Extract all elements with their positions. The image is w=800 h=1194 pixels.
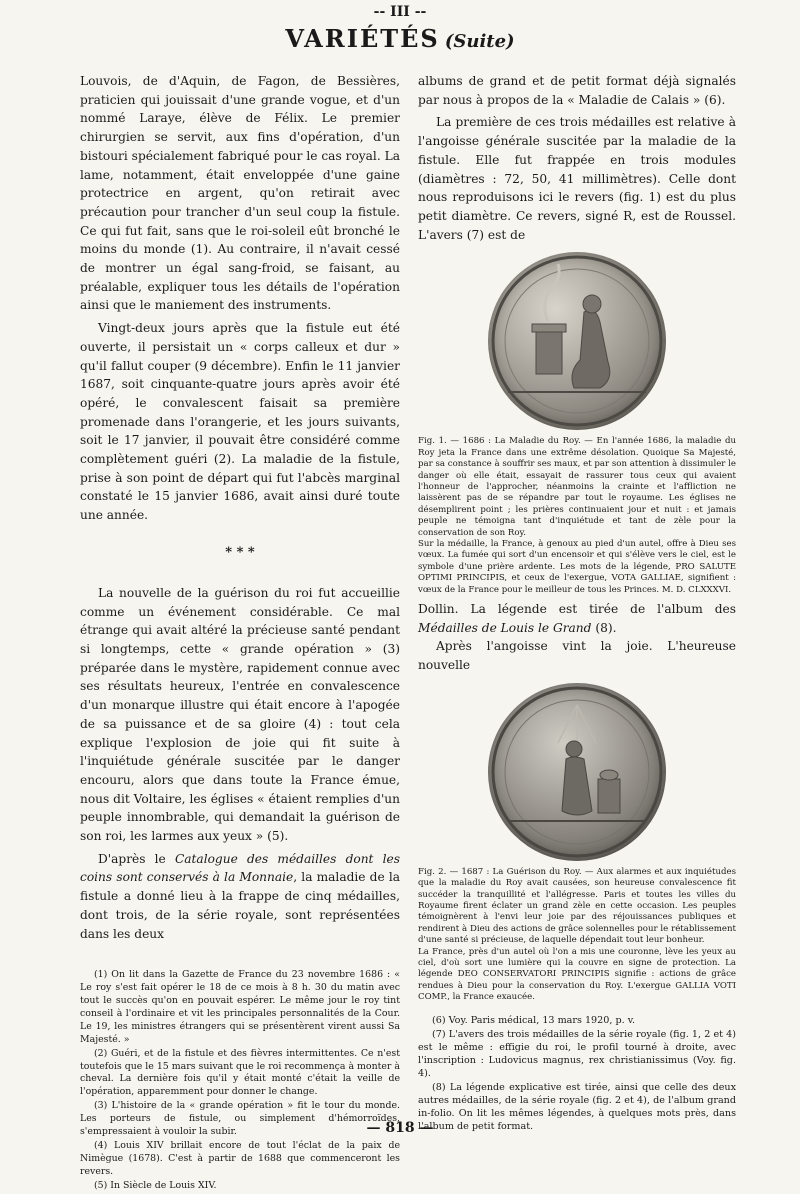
medal-relief-drawing [488,252,666,430]
section-separator: * * * [225,544,255,560]
figure-2 [418,683,736,861]
footnote: (3) L'histoire de la « grande opération » fit le tour du monde. Les porteurs de fistule, ou simplement d'hémorroïdes, s'empressaient à vouloir la subir. [80,1100,400,1138]
text-run: , la maladie de la fistule a donné lieu à la frappe de cinq médailles, dont trois, de la série royale, sont représentées dans les deux [80,870,400,941]
paragraph: Louvois, de d'Aquin, de Fagon, de Bessières, praticien qui jouissait d'une grande vogue, et d'un nommé Laraye, élève de Félix. Le premier chirurgien se servit, aux fins d'opération, d'un bistouri spécialement fabriqué pour le cas royal. La lame, notamment, était enveloppée d'une gaine protectrice en argent, qu'on retirait avec précaution pour trancher d'un seul coup la fistule. Ce qui fut fait, sans que le roi-soleil eût bronché le moins du monde (1). Au contraire, il n'avait cessé de montrer un égal sang-froid, se faisant, au préalable, expliquer tous les détails de l'opération ainsi que le maniement des instruments. [80,74,400,313]
paragraph: La première de ces trois médailles est relative à l'angoisse générale suscitée par la maladie de la fistule. Elle fut frappée en trois modules (diamètres : 72, 50, 41 millimètres). Celle dont nous reproduisons ici le revers (fig. 1) est du plus petit diamètre. Ce revers, signé R, est de Roussel. L'avers (7) est de [418,115,736,242]
text-run: D'après le [98,851,175,866]
medal-guerison-image [488,683,666,861]
footnote: (1) On lit dans la Gazette de France du 23 novembre 1686 : « Le roy s'est fait opérer le 18 de ce mois à 8 h. 30 du matin avec tout le succès qu'on en pouvait espérer. Le même jour le roy tint conseil à l'ordinaire et vit les principales personnalités de la Cour. Le 19, les ministres étrangers qui se présentèrent virent aussi Sa Majesté. » [80,969,400,1045]
paragraph: Après l'angoisse vint la joie. L'heureuse nouvelle [418,639,736,673]
footnote: (4) Louis XIV brillait encore de tout l'éclat de la paix de Nimègue (1678). C'est à partir de 1688 que commenceront les revers. [80,1140,400,1177]
section-heading [0,24,800,53]
text-run: Dollin. La légende est tirée de l'album des [418,602,736,617]
medal-relief-drawing [488,683,666,861]
page-number-top: -- III -- [373,4,427,20]
heading-title: VARIÉTÉS [285,24,440,53]
medal-maladie-image [488,252,666,430]
left-column [80,72,400,1194]
figure-1 [418,252,736,430]
text-run-italic: Catalogue des médailles dont les coins sont conservés à la Monnaie [80,851,400,885]
paragraph [418,600,736,637]
footnote: (6) Voy. Paris médical, 13 mars 1920, p. v. [432,1014,636,1026]
paragraph [80,850,400,944]
footnote: (5) In Siècle de Louis XIV. [94,1179,217,1191]
paragraph: albums de grand et de petit format déjà signalés par nous à propos de la « Maladie de Calais » (6). [418,74,736,107]
text-run: (8). [591,620,617,635]
paragraph: La nouvelle de la guérison du roi fut accueillie comme un événement considérable. Ce mal étrange qui avait altéré la précieuse santé pendant si longtemps, cette « grande opération » (3) préparée dans le mystère, rapidement connue avec ses résultats heureux, l'entrée en convalescence d'un monarque illustre qui était encore à l'apogée de sa puissance et de sa gloire (4) : tout cela explique l'explosion de joie qui fit suite à l'inquiétude générale suscitée par le danger encouru, alors que dans toute la France émue, nous dit Voltaire, les églises « étaient remplies d'un peuple innombrable, qui demandait la guérison de son roi, les larmes aux yeux » (5). [80,585,400,844]
footnotes-right [418,1014,736,1133]
footnote: (7) L'avers des trois médailles de la série royale (fig. 1, 2 et 4) est le même : effigie du roi, le profil tourné à droite, avec l'inscription : Ludovicus magnus, rex christianissimus (Voy. fig. 4). [418,1028,736,1079]
figure-1-caption: Fig. 1. — 1686 : La Maladie du Roy. — En l'année 1686, la maladie du Roy jeta la France dans une extrême désolation. Quoique Sa Majesté, par sa constance à souffrir ses maux, et par son attention à dissimuler le danger où elle était, essayait de rassurer tous ceux qui avaient l'honneur de l'approcher, néanmoins la crainte et l'affliction ne laissèrent pas de se répandre par tout le royaume. Les églises ne désemplirent point ; les prières continuaient jour et nuit : et jamais peuple ne témoigna tant d'inquiétude et tant de zèle pour la conservation de son Roy. [418,436,736,538]
figure-2-caption-description: La France, près d'un autel où l'on a mis une couronne, lève les yeux au ciel, d'où sort une lumière qui la couvre en signe de protection. La légende DEO CONSERVATORI PRINCIPIS signifie : actions de grâce rendues à Dieu pour la conservation du Roy. L'exergue GALLIA VOTI COMP., la France exaucée. [418,946,736,1003]
footnote: (8) La légende explicative est tirée, ainsi que celle des deux autres médailles, de la série royale (fig. 2 et 4), de l'album grand in-folio. On lit les mêmes légendes, à quelques mots près, dans l'album de petit format. [418,1081,736,1132]
paragraph: Vingt-deux jours après que la fistule eut été ouverte, il persistait un « corps calleux et dur » qu'il fallut couper (9 décembre). Enfin le 11 janvier 1687, soit cinquante-quatre jours après avoir été opéré, le convalescent faisait sa première promenade dans l'orangerie, et les jours suivants, soit le 17 janvier, il pouvait être considéré comme complètement guéri (2). La maladie de la fistule, prise à son point de départ qui fut l'abcès marginal constaté le 15 janvier 1686, avait ainsi duré toute une année. [80,321,400,523]
figure-2-caption: Fig. 2. — 1687 : La Guérison du Roy. — Aux alarmes et aux inquiétudes que la maladie du Roy avait causées, son heureuse convalescence fit succéder la tranquillité et l'allégresse. Paris et toutes les villes du Royaume firent éclater un grand zèle en cette occasion. Les peuples témoignèrent à l'envi leur joie par des réjouissances publiques et rendirent à Dieu des actions de grâce solennelles pour le rétablissement d'une santé si précieuse, de laquelle dépendait tout leur bonheur. [418,866,736,946]
figure-1-caption-description: Sur la médaille, la France, à genoux au pied d'un autel, offre à Dieu ses vœux. La fumée qui sort d'un encensoir et qui s'élève vers le ciel, est le symbole d'une prière ardente. Les mots de la légende, PRO SALUTE OPTIMI PRINCIPIS, et ceux de l'exergue, VOTA GALLIAE, signifient : vœux de la France pour le meilleur de tous les Princes. M. D. CLXXXVI. [418,538,736,595]
right-column [418,72,736,1134]
page-number-bottom: — 818 — [366,1120,434,1136]
footnotes-left [80,969,400,1192]
text-run-italic: Médailles de Louis le Grand [418,620,592,635]
footnote: (2) Guéri, et de la fistule et des fièvres intermittentes. Ce n'est toutefois que le 15 mars suivant que le roi recommença à monter à cheval. La dernière fois qu'il y était monté c'était la veille de l'opération, apparemment pour donner le change. [80,1047,400,1098]
heading-suite: (Suite) [444,31,515,52]
